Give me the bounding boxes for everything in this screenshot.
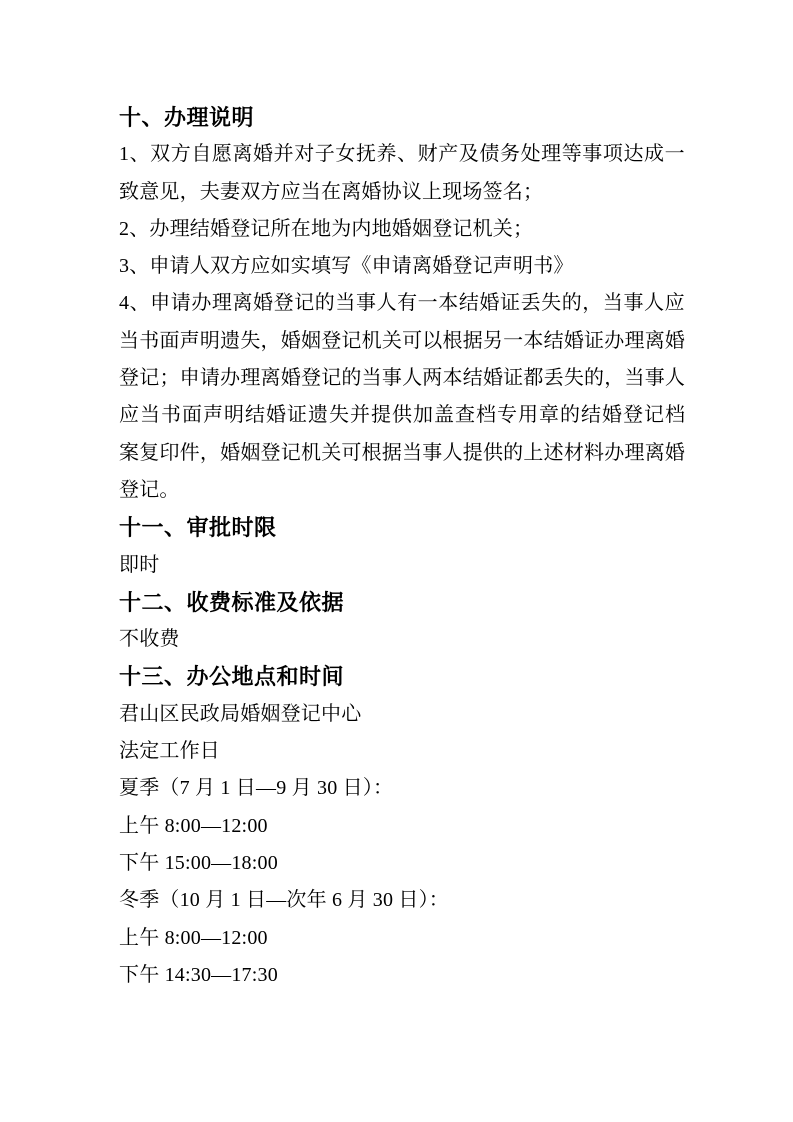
paragraph-line: 下午 15:00—18:00 <box>119 851 278 874</box>
section-handling-notes <box>119 99 685 509</box>
section-approval-time-limit <box>119 509 685 584</box>
section-fee-standard <box>119 584 685 659</box>
paragraph-line: 4 、 申 请 办 理 离 婚 登 记 的 当 事 人 有 一 本 结 婚 证 丢 失 的 ， 当 事 人 应 <box>119 292 685 315</box>
paragraph-line: 法定工作日 <box>119 740 220 763</box>
paragraph-line: 登 记 ； 申 请 办 理 离 婚 登 记 的 当 事 人 两 本 结 婚 证 都 丢 失 的 ， 当 事 人 <box>119 367 685 390</box>
paragraph-line: 登记。 <box>119 478 180 501</box>
section-heading: 十一、审批时限 <box>119 515 277 541</box>
section-heading: 十、办理说明 <box>119 105 255 130</box>
paragraph-line: 应 当 书 面 声 明 结 婚 证 遗 失 并 提 供 加 盖 查 档 专 用 章 的 结 婚 登 记 档 <box>119 404 685 427</box>
paragraph-line: 案 复 印 件 ， 婚 姻 登 记 机 关 可 根 据 当 事 人 提 供 的 上 述 材 料 办 理 离 婚 <box>119 441 685 464</box>
paragraph-line: 2、办理结婚登记所在地为内地婚姻登记机关； <box>119 217 534 240</box>
paragraph-line: 君山区民政局婚姻登记中心 <box>119 702 362 725</box>
section-office-location-hours <box>119 658 685 994</box>
paragraph-line: 致意见，夫妻双方应当在离婚协议上现场签名； <box>119 180 544 203</box>
paragraph-line: 上午 8:00—12:00 <box>119 814 268 837</box>
paragraph-line: 不收费 <box>119 628 180 651</box>
section-heading: 十三、办公地点和时间 <box>119 664 345 690</box>
paragraph-line: 上午 8:00—12:00 <box>119 926 268 949</box>
paragraph-line: 冬季（10 月 1 日—次年 6 月 30 日）： <box>119 889 449 912</box>
paragraph-line: 下午 14:30—17:30 <box>119 963 278 986</box>
paragraph-line: 3、申请人双方应如实填写《申请离婚登记声明书》 <box>119 255 574 278</box>
paragraph-line: 1 、 双 方 自 愿 离 婚 并 对 子 女 抚 养 、 财 产 及 债 务 处 理 等 事 项 达 成 一 <box>119 143 685 166</box>
paragraph-line: 即时 <box>119 553 160 576</box>
paragraph-line: 夏季（7 月 1 日—9 月 30 日）： <box>119 777 394 800</box>
section-heading: 十二、收费标准及依据 <box>119 589 345 615</box>
paragraph-line: 当 书 面 声 明 遗 失 ， 婚 姻 登 记 机 关 可 以 根 据 另 一 本 结 婚 证 办 理 离 婚 <box>119 329 685 352</box>
